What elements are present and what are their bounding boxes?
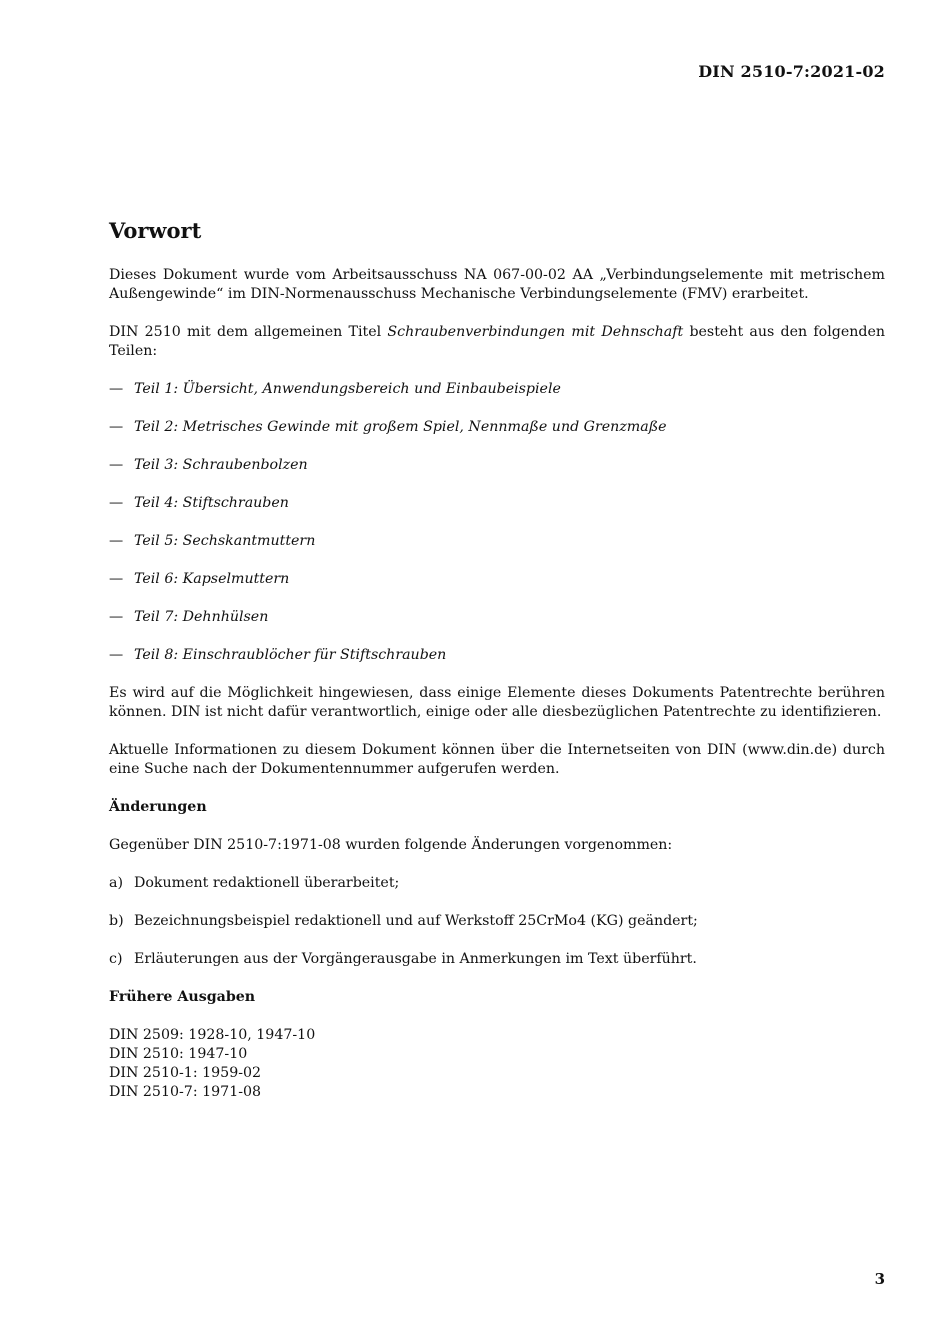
list-item bbox=[109, 380, 885, 399]
edition-line: DIN 2510: 1947-10 bbox=[109, 1046, 248, 1062]
page-content bbox=[109, 216, 885, 1102]
change-text: Bezeichnungsbeispiel redaktionell und auf Werkstoff 25CrMo4 (KG) geändert; bbox=[134, 913, 698, 929]
earlier-editions-list bbox=[109, 1026, 885, 1102]
dash-marker: — bbox=[109, 457, 124, 473]
list-marker: c) bbox=[109, 951, 123, 967]
list-marker: a) bbox=[109, 875, 123, 891]
list-item bbox=[109, 874, 885, 893]
parts-list bbox=[109, 380, 885, 665]
dash-marker: — bbox=[109, 533, 124, 549]
earlier-editions-heading: Frühere Ausgaben bbox=[109, 989, 256, 1005]
part-title: Teil 7: Dehnhülsen bbox=[134, 609, 269, 625]
dash-marker: — bbox=[109, 609, 124, 625]
list-item bbox=[109, 418, 885, 437]
series-title: Schraubenverbindungen mit Dehnschaft bbox=[387, 324, 684, 340]
dash-marker: — bbox=[109, 419, 124, 435]
foreword-paragraph-1: Dieses Dokument wurde vom Arbeitsausschuss NA 067-00-02 AA „Verbindungselemente mit metrischem Außengewinde“ im DIN-Normenausschuss Mechanische Verbindungselemente (FMV) erarbeitet. bbox=[109, 267, 885, 302]
part-title: Teil 8: Einschraublöcher für Stiftschrauben bbox=[134, 647, 447, 663]
edition-line: DIN 2510-1: 1959-02 bbox=[109, 1065, 262, 1081]
changes-intro: Gegenüber DIN 2510-7:1971-08 wurden folgende Änderungen vorgenommen: bbox=[109, 837, 673, 853]
list-item bbox=[109, 494, 885, 513]
dash-marker: — bbox=[109, 381, 124, 397]
part-title: Teil 2: Metrisches Gewinde mit großem Spiel, Nennmaße und Grenzmaße bbox=[134, 419, 667, 435]
list-item bbox=[109, 950, 885, 969]
list-item bbox=[109, 646, 885, 665]
list-item bbox=[109, 570, 885, 589]
part-title: Teil 1: Übersicht, Anwendungsbereich und Einbaubeispiele bbox=[134, 381, 561, 397]
dash-marker: — bbox=[109, 647, 124, 663]
dash-marker: — bbox=[109, 495, 124, 511]
list-marker: b) bbox=[109, 913, 124, 929]
list-item bbox=[109, 532, 885, 551]
edition-line: DIN 2509: 1928-10, 1947-10 bbox=[109, 1027, 316, 1043]
p2-suffix: besteht aus den folgenden Teilen: bbox=[109, 324, 885, 359]
list-item bbox=[109, 912, 885, 931]
document-id: DIN 2510-7:2021-02 bbox=[698, 62, 885, 81]
p2-prefix: DIN 2510 mit dem allgemeinen Titel bbox=[109, 324, 388, 340]
section-title: Vorwort bbox=[109, 218, 202, 243]
changes-heading: Änderungen bbox=[109, 799, 207, 815]
edition-line: DIN 2510-7: 1971-08 bbox=[109, 1084, 262, 1100]
part-title: Teil 3: Schraubenbolzen bbox=[134, 457, 308, 473]
part-title: Teil 4: Stiftschrauben bbox=[134, 495, 289, 511]
change-text: Dokument redaktionell überarbeitet; bbox=[134, 875, 400, 891]
info-paragraph: Aktuelle Informationen zu diesem Dokument können über die Internetseiten von DIN (www.din.de) durch eine Suche nach der Dokumentennummer aufgerufen werden. bbox=[109, 742, 885, 777]
list-item bbox=[109, 608, 885, 627]
list-item bbox=[109, 456, 885, 475]
foreword-paragraph-2 bbox=[109, 323, 885, 361]
changes-list bbox=[109, 874, 885, 969]
patent-notice: Es wird auf die Möglichkeit hingewiesen, dass einige Elemente dieses Dokuments Patentrechte berühren können. DIN ist nicht dafür verantwortlich, einige oder alle diesbezüglichen Patentrechte zu identifizieren. bbox=[109, 685, 885, 720]
change-text: Erläuterungen aus der Vorgängerausgabe in Anmerkungen im Text überführt. bbox=[134, 951, 697, 967]
dash-marker: — bbox=[109, 571, 124, 587]
part-title: Teil 6: Kapselmuttern bbox=[134, 571, 290, 587]
part-title: Teil 5: Sechskantmuttern bbox=[134, 533, 316, 549]
page-number: 3 bbox=[874, 1270, 885, 1288]
